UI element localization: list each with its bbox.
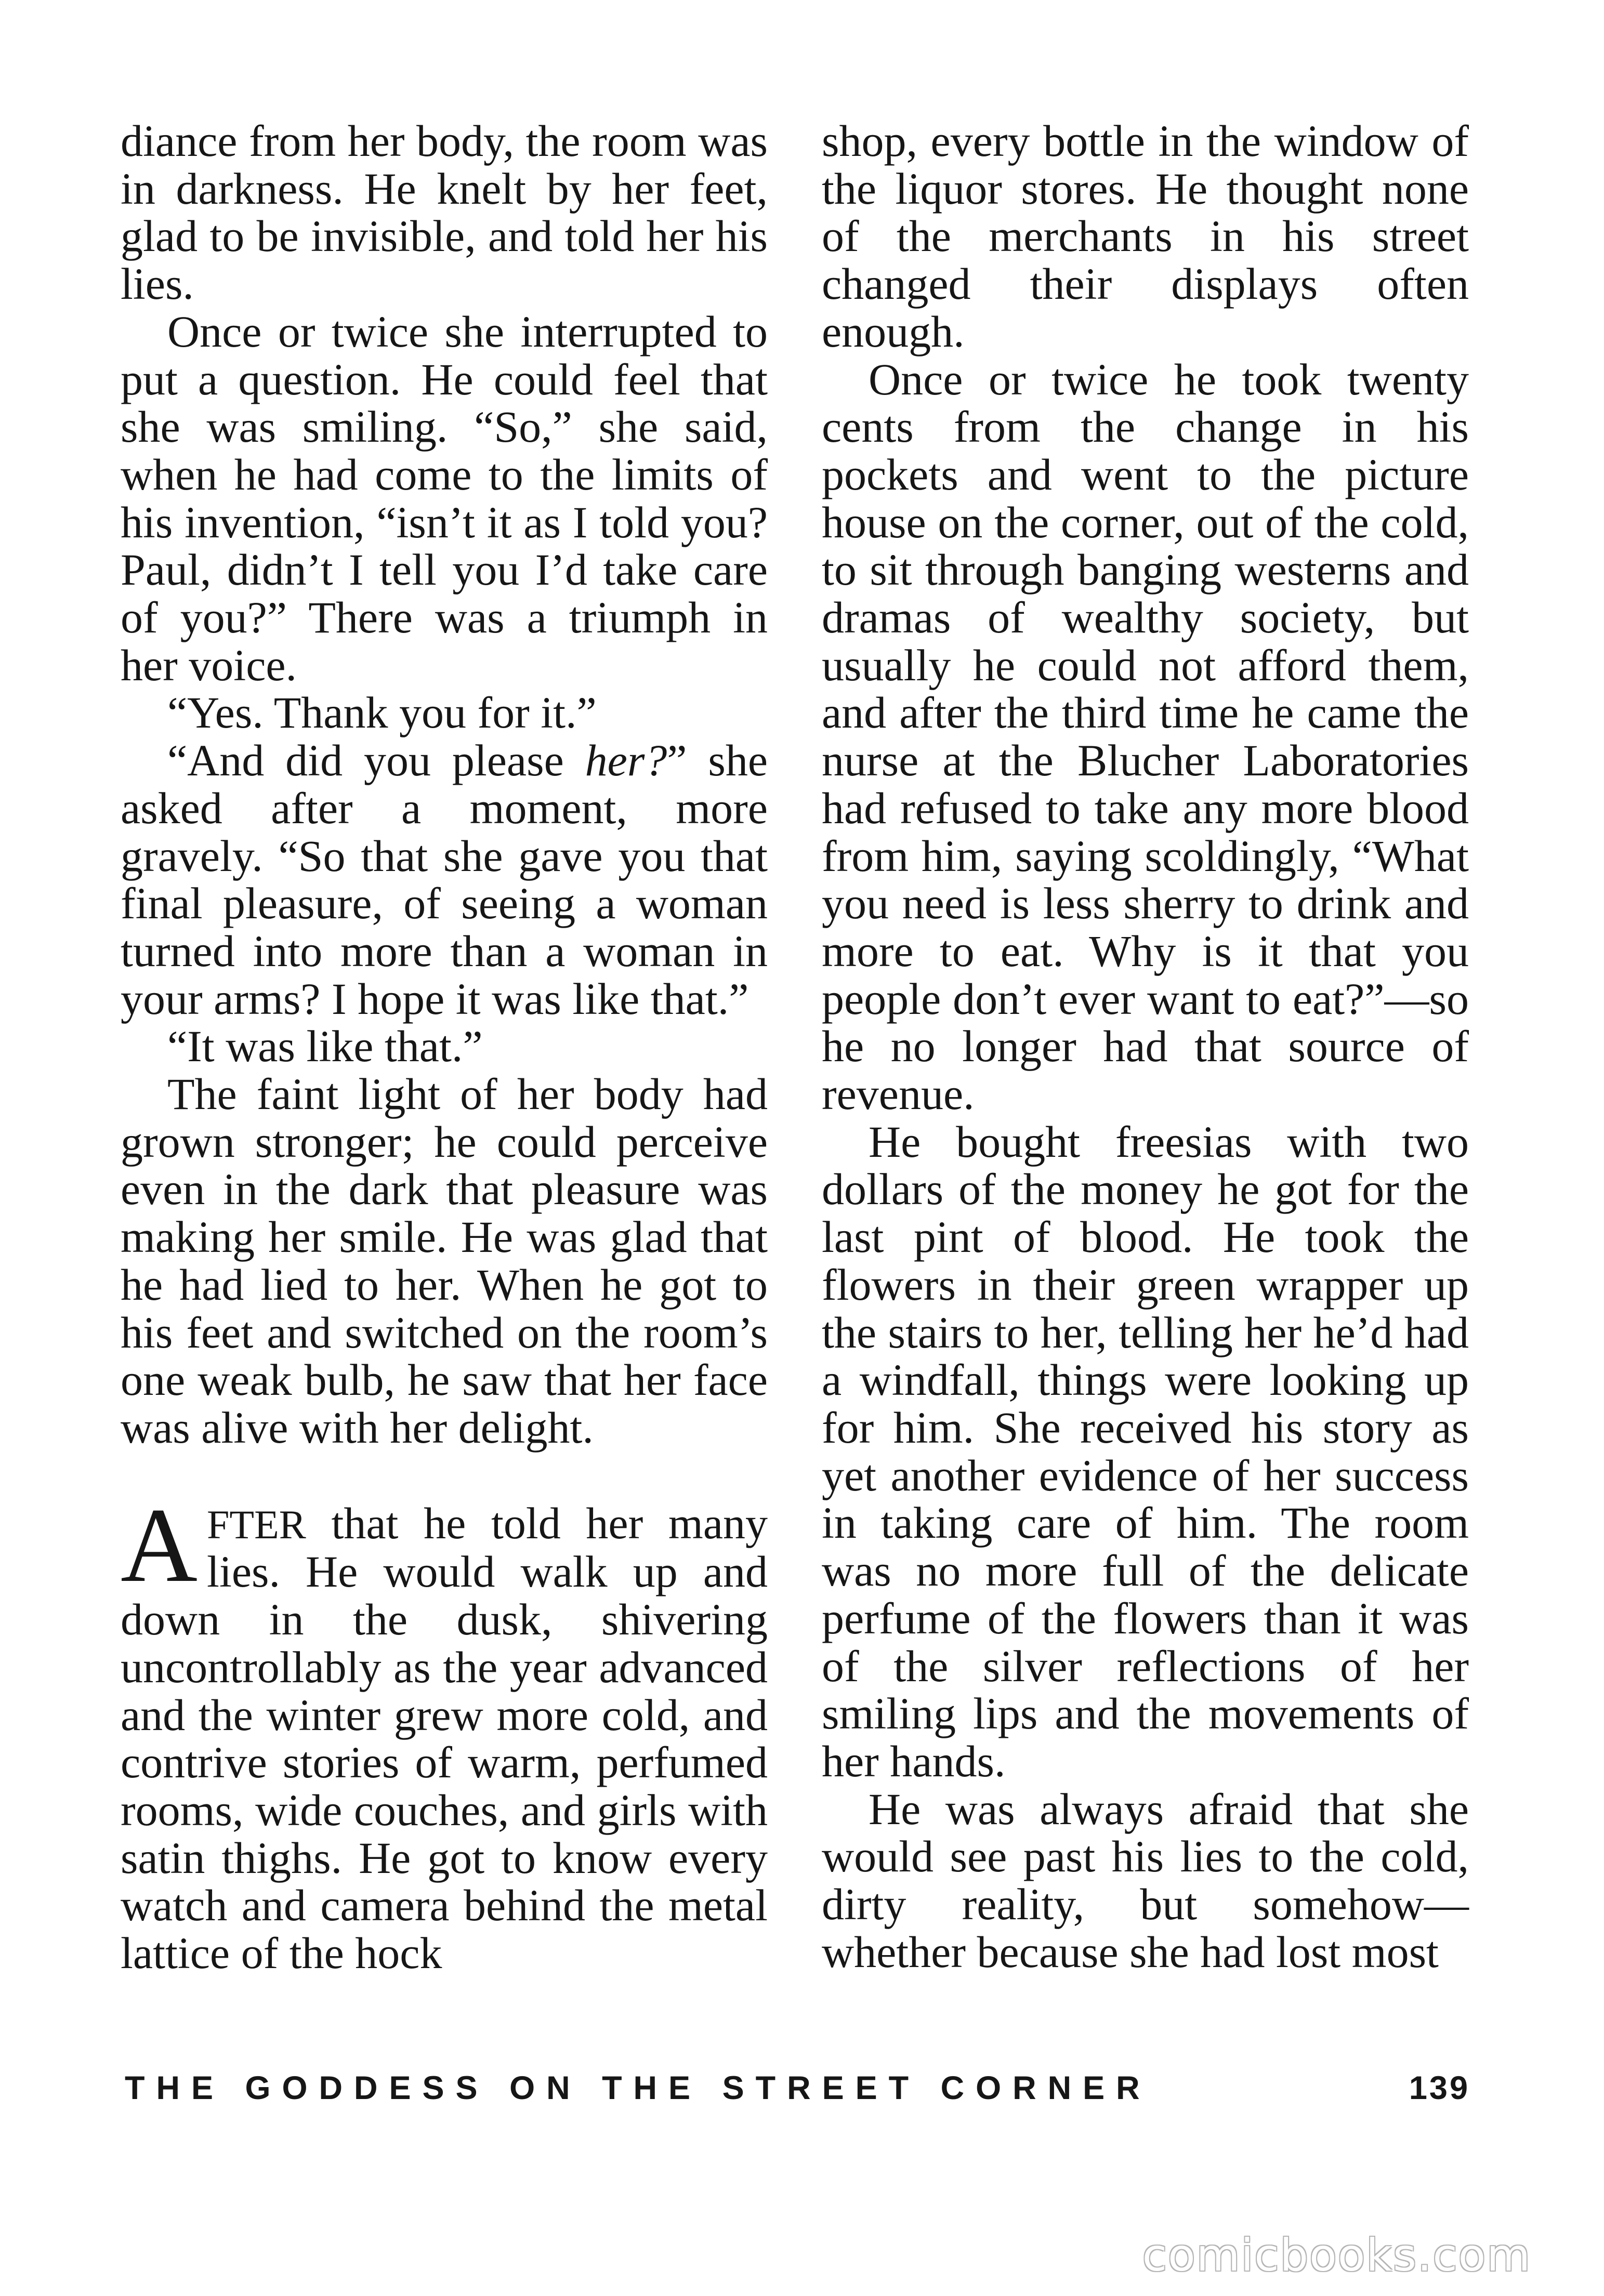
left-column — [121, 117, 768, 1977]
paragraph: “Yes. Thank you for it.” — [167, 688, 597, 738]
watermark: comicbooks.com — [1142, 2229, 1531, 2281]
paragraph: diance from her body, the room was in darkness. He knelt by her feet, glad to be invisible, and told her his lies. — [121, 116, 768, 309]
paragraph: He bought freesias with two dollars of the money he got for the last pint of blood. He took the flowers in their green wrapper up the stairs to her, telling her he’d had a windfall, things were looking up for him. She received his story as yet another evidence of her success in taking care of him. The room was no more full of the delicate perfume of the flowers than it was of the silver reflections of her smiling lips and the movements of her hands. — [822, 1116, 1469, 1786]
paragraph: Once or twice he took twenty cents from the change in his pockets and went to the picture house on the corner, out of the cold, to sit through banging westerns and dramas of wealthy society, but usually he could not afford them, and after the third time he came the nurse at the Blucher Laboratories had refused to take any more blood from him, saying scoldingly, “What you need is less sherry to drink and more to eat. Why is it that you people don’t ever want to eat?”—so he no longer had that source of revenue. — [822, 354, 1469, 1119]
running-title: THE GODDESS ON THE STREET CORNER — [125, 2070, 1151, 2106]
page-number: 139 — [1409, 2070, 1470, 2106]
paragraph: shop, every bottle in the window of the liquor stores. He thought none of the merchants in his street changed their displays often enough. — [822, 116, 1469, 357]
section-paragraph — [121, 1486, 768, 1978]
paragraph: He was always afraid that she would see past his lies to the cold, dirty reality, but somehow—whether because she had lost most — [822, 1784, 1469, 1977]
paragraph: The faint light of her body had grown stronger; he could perceive even in the dark that pleasure was making her smile. He was glad that he had lied to her. When he got to his feet and switched on the room’s one weak bulb, he saw that her face was alive with her delight. — [121, 1069, 768, 1453]
paragraph: “It was like that.” — [167, 1021, 483, 1072]
paragraph: Once or twice she interrupted to put a question. He could feel that she was smiling. “So,” she said, when he had come to the limits of his invention, “isn’t it as I told you? Paul, didn’t I tell you I’d take care of you?” There was a triumph in her voice. — [121, 306, 768, 690]
paragraph-text: “And did you please — [167, 735, 585, 786]
paragraph — [121, 737, 768, 1023]
drop-cap: A — [121, 1486, 198, 1604]
emphasized-text: her? — [585, 735, 667, 786]
paragraph-text: ” she asked after a moment, more gravely. “So that she gave you that final pleasure, of seeing a woman turned into more than a woman in your arms? I hope it was like that.” — [121, 735, 768, 1024]
right-column — [822, 117, 1469, 1976]
paragraph-text: that he told her many lies. He would walk up and down in the dusk, shivering uncontrollably as the year advanced and the winter grew more cold, and contrive stories of warm, perfumed rooms, wide couches, and girls with satin thighs. He got to know every watch and camera behind the metal lattice of the hock — [121, 1498, 768, 1978]
small-caps-text: FTER — [207, 1501, 306, 1547]
